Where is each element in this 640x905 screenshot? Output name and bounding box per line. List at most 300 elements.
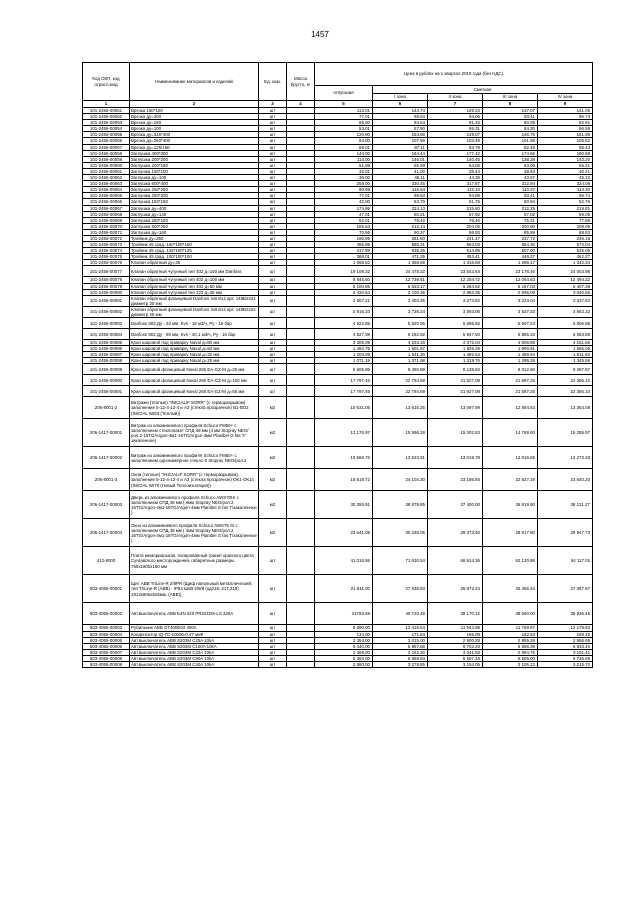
- cell-code: 101-2456-00058: [83, 150, 130, 156]
- cell-zone-4-price: 82.91: [538, 120, 593, 126]
- cell-code: 101-2456-00056: [83, 138, 130, 144]
- cell-zone-3-price: 2 855.28: [483, 637, 538, 643]
- cell-name: Плита мемориальная, полированный гранит красного цвета Сунгавского месторождения, габаритные размеры 750х1800х150 мм: [130, 547, 259, 575]
- cell-unit: шт: [259, 283, 287, 289]
- cell-unit: шт: [259, 289, 287, 295]
- cell-code: 206-1417-00002: [83, 447, 130, 469]
- cell-zone-2-price: 23 186.84: [428, 469, 483, 491]
- cell-code: 101-2456-00061: [83, 168, 130, 174]
- cell-zone-2-price: 215.60: [428, 205, 483, 211]
- cell-zone-2-price: 165.09: [428, 631, 483, 637]
- cell-release-price: 36.00: [315, 175, 373, 181]
- cell-zone-3-price: 554.30: [483, 242, 538, 248]
- cell-release-price: 258.00: [315, 181, 373, 187]
- cell-zone-2-price: 83.79: [428, 144, 483, 150]
- cell-zone-2-price: 241.47: [428, 235, 483, 241]
- cell-zone-4-price: 12 494.32: [538, 277, 593, 283]
- cell-unit: шт: [259, 643, 287, 649]
- cell-code: 101-2456-00090: [83, 375, 130, 386]
- cell-code: 101-2456-00074: [83, 248, 130, 254]
- cell-release-price: 10 566.76: [315, 447, 373, 469]
- cell-code: 101-2456-00057: [83, 144, 130, 150]
- cell-name: Клапан обратный ду=25: [130, 260, 259, 266]
- cell-zone-3-price: 2 936.09: [483, 289, 538, 295]
- cell-code: 503-4055-00002: [83, 603, 130, 625]
- cell-zone-1-price: 79.42: [373, 217, 428, 223]
- cell-name: Заглушка 250*200: [130, 193, 259, 199]
- cell-zone-1-price: 24 475.22: [373, 266, 428, 277]
- cell-zone-3-price: 64.30: [483, 126, 538, 132]
- cell-zone-3-price: 21 587.25: [483, 386, 538, 397]
- cell-release-price: 1 203.39: [315, 352, 373, 358]
- cell-unit: шт: [259, 114, 287, 120]
- cell-zone-4-price: 1 345.56: [538, 358, 593, 364]
- cell-zone-4-price: 3 215.72: [538, 662, 593, 668]
- table-row: [83, 397, 593, 419]
- cell-release-price: 90.99: [315, 187, 373, 193]
- cell-code: 101-2456-00066: [83, 199, 130, 205]
- cell-zone-1-price: 224.13: [373, 205, 428, 211]
- cell-zone-2-price: 94.88: [428, 193, 483, 199]
- cell-zone-1-price: 3 015.00: [373, 637, 428, 643]
- cell-name: Кран шаровой под приварку Naval д=80 мм: [130, 340, 259, 346]
- cell-zone-3-price: 85.59: [483, 229, 538, 235]
- cell-zone-1-price: 13 616.25: [373, 397, 428, 419]
- cell-zone-4-price: 462.27: [538, 254, 593, 260]
- cell-zone-4-price: 574.04: [538, 242, 593, 248]
- cell-zone-2-price: 3 273.82: [428, 295, 483, 306]
- cell-release-price: 17 797.46: [315, 386, 373, 397]
- cell-zone-2-price: 3 154.05: [428, 662, 483, 668]
- table-body: [83, 108, 593, 668]
- cell-zone-1-price: 1 541.30: [373, 352, 428, 358]
- cell-mass: [287, 295, 315, 306]
- cell-name: Заглушка 200*200: [130, 156, 259, 162]
- cell-zone-4-price: 96.74: [538, 193, 593, 199]
- cell-code: 206-1417-00004: [83, 519, 130, 547]
- cell-zone-2-price: 51.75: [428, 199, 483, 205]
- cell-zone-1-price: 6 533.17: [373, 283, 428, 289]
- cell-zone-4-price: 12 179.83: [538, 625, 593, 631]
- cell-code: 101-2456-00073: [83, 242, 130, 248]
- cell-code: 101-2456-00079: [83, 283, 130, 289]
- cell-zone-3-price: 446.37: [483, 254, 538, 260]
- cell-name: Клапан обратный фланцевый Danfoss тип.812 арт. 149B2422 диаметр 25 мм: [130, 306, 259, 317]
- table-row: [83, 519, 593, 547]
- cell-zone-3-price: 57.02: [483, 211, 538, 217]
- cell-zone-4-price: 1 511.63: [538, 352, 593, 358]
- cell-release-price: 42.00: [315, 199, 373, 205]
- cell-mass: [287, 603, 315, 625]
- cell-unit: шт: [259, 254, 287, 260]
- cell-zone-1-price: 98.63: [373, 114, 428, 120]
- cell-release-price: 2 916.33: [315, 306, 373, 317]
- cell-code: 101-2456-00068: [83, 211, 130, 217]
- cell-unit: шт: [259, 295, 287, 306]
- cell-code: 101-2456-00076: [83, 260, 130, 266]
- cell-zone-2-price: 1 482.64: [428, 352, 483, 358]
- cell-release-price: 456.99: [315, 242, 373, 248]
- cell-name: Заглушка 150*150: [130, 199, 259, 205]
- cell-unit: шт: [259, 575, 287, 603]
- cell-code: 503-4055-00008: [83, 655, 130, 661]
- column-index: 5: [315, 101, 373, 108]
- cell-zone-4-price: 3 040.66: [538, 289, 593, 295]
- cell-code: 101-2456-00078: [83, 277, 130, 283]
- cell-release-price: 4 827.39: [315, 329, 373, 340]
- cell-mass: [287, 375, 315, 386]
- cell-release-price: 18 819.72: [315, 469, 373, 491]
- cell-zone-3-price: 28 917.80: [483, 519, 538, 547]
- cell-name: Авт.выключатель ABB S203M C32A 10kA: [130, 649, 259, 655]
- cell-zone-4-price: 65.31: [538, 162, 593, 168]
- cell-zone-4-price: 13 354.08: [538, 397, 593, 419]
- cell-zone-3-price: 1 299.29: [483, 358, 538, 364]
- cell-unit: шт: [259, 223, 287, 229]
- cell-unit: шт: [259, 162, 287, 168]
- cell-zone-3-price: 14 769.60: [483, 419, 538, 447]
- column-index-row: [83, 101, 593, 108]
- cell-name: Заглушка 400*300: [130, 150, 259, 156]
- cell-zone-3-price: 5 607.24: [483, 318, 538, 329]
- cell-code: 503-4055-00005: [83, 637, 130, 643]
- cell-unit: шт: [259, 156, 287, 162]
- cell-code: 503-4055-00004: [83, 631, 130, 637]
- cell-mass: [287, 306, 315, 317]
- cell-release-price: 62.01: [315, 217, 373, 223]
- cell-zone-1-price: 12 739.61: [373, 277, 428, 283]
- cell-zone-3-price: 12 064.63: [483, 277, 538, 283]
- cell-zone-2-price: 44.35: [428, 175, 483, 181]
- cell-zone-3-price: 138.28: [483, 156, 538, 162]
- cell-release-price: 30 355.91: [315, 491, 373, 519]
- cell-zone-4-price: 246.18: [538, 235, 593, 241]
- cell-name: Заглушка 500*250: [130, 223, 259, 229]
- cell-name: Авт.выключатель ABB S203M C40A 10kA: [130, 662, 259, 668]
- cell-zone-1-price: 41.00: [373, 168, 428, 174]
- cell-zone-2-price: 204.06: [428, 223, 483, 229]
- cell-zone-4-price: 6 407.38: [538, 283, 593, 289]
- cell-zone-4-price: 85.43: [538, 144, 593, 150]
- cell-code: 206-8001-3: [83, 469, 130, 491]
- cell-zone-2-price: 2 982.35: [428, 289, 483, 295]
- cell-zone-3-price: 212.25: [483, 205, 538, 211]
- cell-zone-2-price: 6 607.48: [428, 655, 483, 661]
- cell-zone-3-price: 4 008.88: [483, 340, 538, 346]
- cell-release-price: 47.01: [315, 211, 373, 217]
- cell-zone-4-price: 15 295.97: [538, 419, 593, 447]
- cell-zone-3-price: 63.06: [483, 162, 538, 168]
- cell-zone-2-price: 64.05: [428, 162, 483, 168]
- cell-release-price: 174.99: [315, 205, 373, 211]
- cell-zone-2-price: 15 002.63: [428, 419, 483, 447]
- cell-code: 101-2456-00083: [83, 318, 130, 329]
- cell-unit: шт: [259, 603, 287, 625]
- cell-zone-3-price: 162.53: [483, 631, 538, 637]
- cell-name: Кран шаровой под приварку Naval д=50 мм: [130, 346, 259, 352]
- cell-release-price: 66.00: [315, 120, 373, 126]
- cell-code: 101-2456-00065: [83, 193, 130, 199]
- cell-unit: шт: [259, 375, 287, 386]
- cell-unit: шт: [259, 340, 287, 346]
- cell-name: Врезка ду=160: [130, 120, 259, 126]
- cell-zone-3-price: 22 827.19: [483, 469, 538, 491]
- cell-name: Рубильник ABB OT400E03 400A: [130, 625, 259, 631]
- table-row: [83, 447, 593, 469]
- cell-unit: шт: [259, 248, 287, 254]
- cell-code: 101-2456-00053: [83, 120, 130, 126]
- cell-zone-1-price: 184.44: [373, 150, 428, 156]
- cell-zone-3-price: 6 505.00: [483, 655, 538, 661]
- cell-zone-1-price: 535.36: [373, 248, 428, 254]
- cell-name: Клапан обратный чугунный тип 402 д=50 мм: [130, 283, 259, 289]
- cell-name: Авт.выключатель ABB S203M C25A 10kA: [130, 637, 259, 643]
- cell-zone-2-price: 317.87: [428, 181, 483, 187]
- cell-release-price: 70.56: [315, 229, 373, 235]
- table-header: [83, 63, 593, 108]
- cell-release-price: 68.01: [315, 144, 373, 150]
- cell-name: Клапан обратный чугунный тип 402 д=100 мм: [130, 277, 259, 283]
- cell-zone-2-price: 6 284.52: [428, 283, 483, 289]
- cell-release-price: 114.00: [315, 156, 373, 162]
- cell-unit: шт: [259, 649, 287, 655]
- cell-zone-2-price: 4 072.04: [428, 340, 483, 346]
- cell-unit: шт: [259, 662, 287, 668]
- cell-code: 101-2456-00067: [83, 205, 130, 211]
- cell-unit: шт: [259, 138, 287, 144]
- cell-release-price: 84.00: [315, 138, 373, 144]
- cell-unit: шт: [259, 637, 287, 643]
- cell-zone-3-price: 38 560.00: [483, 603, 538, 625]
- cell-name: Тройник 45 град. 100*100*100: [130, 254, 259, 260]
- cell-zone-2-price: 149.07: [428, 132, 483, 138]
- cell-release-price: 120.90: [315, 132, 373, 138]
- cell-release-price: 1 071.19: [315, 358, 373, 364]
- cell-zone-3-price: 110.37: [483, 187, 538, 193]
- cell-zone-4-price: 141.06: [538, 108, 593, 114]
- header-zone-1: I зона: [373, 94, 428, 101]
- cell-code: 206-8001-2: [83, 397, 130, 419]
- cell-zone-4-price: 64 117.01: [538, 547, 593, 575]
- table-row: [83, 469, 593, 491]
- cell-release-price: 9 690.00: [315, 625, 373, 631]
- cell-zone-3-price: 23 178.46: [483, 266, 538, 277]
- cell-zone-4-price: 143.20: [538, 156, 593, 162]
- cell-zone-4-price: 4 151.66: [538, 340, 593, 346]
- cell-name: Заглушка 600*400: [130, 181, 259, 187]
- cell-zone-2-price: 453.41: [428, 254, 483, 260]
- cell-release-price: 53.01: [315, 126, 373, 132]
- cell-code: 101-2456-00054: [83, 126, 130, 132]
- cell-unit: шт: [259, 144, 287, 150]
- cell-unit: шт: [259, 150, 287, 156]
- cell-zone-2-price: 3 593.06: [428, 306, 483, 317]
- cell-zone-3-price: 3 223.04: [483, 295, 538, 306]
- cell-zone-1-price: 1 368.69: [373, 260, 428, 266]
- cell-zone-4-price: 6 063.88: [538, 329, 593, 340]
- cell-zone-3-price: 1 459.64: [483, 352, 538, 358]
- table-row: [83, 386, 593, 397]
- cell-zone-2-price: 65.31: [428, 126, 483, 132]
- cell-zone-1-price: 585.31: [373, 242, 428, 248]
- cell-release-price: 10 631.05: [315, 397, 373, 419]
- cell-mass: [287, 491, 315, 519]
- cell-name: Окно из алюминиевого профиля Schuco AWS75 SI с заполнением СПД 48 мм ( 4мм Stopray NEO/рол.2 16TG/Argon-4м1-16TG/Argon-4мм Planibel G fas T/закаленное ): [130, 519, 259, 547]
- cell-zone-1-price: 12 415.64: [373, 625, 428, 631]
- cell-unit: шт: [259, 547, 287, 575]
- cell-mass: [287, 397, 315, 419]
- cell-code: 503-4055-00001: [83, 575, 130, 603]
- cell-zone-1-price: 171.63: [373, 631, 428, 637]
- cell-zone-1-price: 60.21: [373, 211, 428, 217]
- cell-zone-4-price: 52.76: [538, 199, 593, 205]
- cell-zone-1-price: 98.63: [373, 193, 428, 199]
- cell-code: 101-2456-00080: [83, 289, 130, 295]
- cell-release-price: 165.63: [315, 223, 373, 229]
- column-index: 3: [259, 101, 287, 108]
- cell-unit: м2: [259, 419, 287, 447]
- header-mass: Масса брутто, кг: [287, 63, 315, 101]
- cell-zone-4-price: 168.32: [538, 631, 593, 637]
- cell-zone-2-price: 37 400.00: [428, 491, 483, 519]
- cell-zone-4-price: 27 397.67: [538, 575, 593, 603]
- cell-zone-1-price: 71 630.54: [373, 547, 428, 575]
- cell-zone-4-price: 3 337.83: [538, 295, 593, 306]
- cell-zone-2-price: 94.06: [428, 114, 483, 120]
- cell-unit: шт: [259, 229, 287, 235]
- cell-zone-4-price: 38 131.27: [538, 491, 593, 519]
- cell-zone-1-price: 3 162.30: [373, 649, 428, 655]
- cell-mass: [287, 575, 315, 603]
- header-zone-4: IV зона: [538, 94, 593, 101]
- cell-unit: шт: [259, 277, 287, 283]
- cell-mass: [287, 419, 315, 447]
- cell-unit: шт: [259, 168, 287, 174]
- cell-name: Витраж из алюминиевого профиля Schuco FM50+ с заполнением стеклопакет СПД 48 мм (4 мм Stopray NEO/рол.2-16TG/Argon-4м1-16TG/Argon-4мм Planibel G fas T/закаленное): [130, 419, 259, 447]
- cell-zone-3-price: 101.89: [483, 138, 538, 144]
- cell-zone-2-price: 3 041.93: [428, 649, 483, 655]
- cell-code: 101-2456-00088: [83, 358, 130, 364]
- cell-zone-1-price: 5 920.95: [373, 318, 428, 329]
- cell-zone-1-price: 6 182.92: [373, 329, 428, 340]
- table-row: [83, 318, 593, 329]
- cell-zone-2-price: 129.23: [428, 108, 483, 114]
- cell-zone-3-price: 200.90: [483, 223, 538, 229]
- price-table-container: [82, 62, 592, 668]
- cell-zone-4-price: 77.89: [538, 217, 593, 223]
- cell-unit: шт: [259, 193, 287, 199]
- cell-release-price: 144.00: [315, 150, 373, 156]
- cell-release-price: 196.99: [315, 235, 373, 241]
- cell-release-price: 2 354.00: [315, 637, 373, 643]
- cell-zone-4-price: 22 356.10: [538, 375, 593, 386]
- cell-code: 101-2456-00059: [83, 156, 130, 162]
- cell-zone-4-price: 114.30: [538, 187, 593, 193]
- cell-zone-3-price: 507.00: [483, 248, 538, 254]
- cell-zone-1-price: 1 371.98: [373, 358, 428, 364]
- cell-release-price: 19 109.32: [315, 266, 373, 277]
- cell-unit: шт: [259, 211, 287, 217]
- cell-zone-1-price: 146.01: [373, 156, 428, 162]
- cell-zone-1-price: 6 967.56: [373, 643, 428, 649]
- column-index: 6: [373, 101, 428, 108]
- cell-zone-2-price: 29 373.40: [428, 519, 483, 547]
- cell-zone-3-price: 2 994.76: [483, 649, 538, 655]
- cell-zone-3-price: 75.21: [483, 217, 538, 223]
- cell-zone-1-price: 3 278.85: [373, 662, 428, 668]
- cell-zone-4-price: 22 356.10: [538, 386, 593, 397]
- cell-zone-1-price: 24 104.30: [373, 469, 428, 491]
- cell-release-price: 77.01: [315, 114, 373, 120]
- table-row: [83, 295, 593, 306]
- cell-zone-2-price: 23 543.64: [428, 266, 483, 277]
- cell-zone-2-price: 5 695.56: [428, 318, 483, 329]
- cell-release-price: 5 440.00: [315, 643, 373, 649]
- table-row: [83, 491, 593, 519]
- cell-zone-4-price: 5 806.95: [538, 318, 593, 329]
- cell-zone-4-price: 105.52: [538, 138, 593, 144]
- cell-code: 101-2456-00075: [83, 254, 130, 260]
- cell-code: 101-2456-00084: [83, 329, 130, 340]
- cell-zone-3-price: 38.83: [483, 168, 538, 174]
- cell-unit: шт: [259, 235, 287, 241]
- cell-name: Тройник ду=250: [130, 235, 259, 241]
- cell-zone-1-price: 1 901.67: [373, 346, 428, 352]
- cell-zone-4-price: 88.63: [538, 229, 593, 235]
- cell-zone-1-price: 6 868.93: [373, 655, 428, 661]
- cell-release-price: 368.01: [315, 254, 373, 260]
- column-index: 7: [428, 101, 483, 108]
- cell-zone-1-price: 40 720.48: [373, 603, 428, 625]
- cell-zone-4-price: 6 736.68: [538, 655, 593, 661]
- cell-name: Danfoss 802 Ду - 50 мм, Kvs - 40,1 м3/ч, Ру - 16 бар: [130, 329, 259, 340]
- price-table: [82, 62, 593, 668]
- cell-unit: м2: [259, 469, 287, 491]
- cell-mass: [287, 318, 315, 329]
- cell-release-price: 1 068.62: [315, 260, 373, 266]
- cell-unit: шт: [259, 306, 287, 317]
- cell-zone-1-price: 15 596.28: [373, 419, 428, 447]
- cell-zone-4-price: 66.59: [538, 126, 593, 132]
- cell-unit: шт: [259, 260, 287, 266]
- cell-name: Клапан обратный фланцевый Danfoss тип.812 арт. 149B2421 диаметр 20 мм: [130, 295, 259, 306]
- header-zone-2: II зона: [428, 94, 483, 101]
- cell-unit: шт: [259, 126, 287, 132]
- cell-unit: шт: [259, 329, 287, 340]
- cell-mass: [287, 266, 315, 277]
- cell-zone-2-price: 21 927.08: [428, 386, 483, 397]
- cell-zone-2-price: 8 138.84: [428, 364, 483, 375]
- cell-zone-3-price: 6 598.39: [483, 643, 538, 649]
- cell-name: Клапан обратный чугунный тип 223 д=25 мм: [130, 289, 259, 295]
- cell-zone-3-price: 3 105.13: [483, 662, 538, 668]
- cell-unit: шт: [259, 120, 287, 126]
- cell-zone-1-price: 90.37: [373, 229, 428, 235]
- cell-zone-2-price: 6 702.29: [428, 643, 483, 649]
- cell-release-price: 23 641.08: [315, 519, 373, 547]
- cell-zone-1-price: 212.14: [373, 223, 428, 229]
- cell-unit: шт: [259, 175, 287, 181]
- cell-mass: [287, 447, 315, 469]
- cell-release-price: 51.99: [315, 162, 373, 168]
- cell-name: Заглушка 250*150: [130, 217, 259, 223]
- cell-zone-3-price: 312.94: [483, 181, 538, 187]
- cell-code: 101-2456-00051: [83, 108, 130, 114]
- cell-code: 503-4055-00003: [83, 625, 130, 631]
- cell-unit: шт: [259, 205, 287, 211]
- cell-name: Заглушка 200*150: [130, 162, 259, 168]
- cell-unit: шт: [259, 631, 287, 637]
